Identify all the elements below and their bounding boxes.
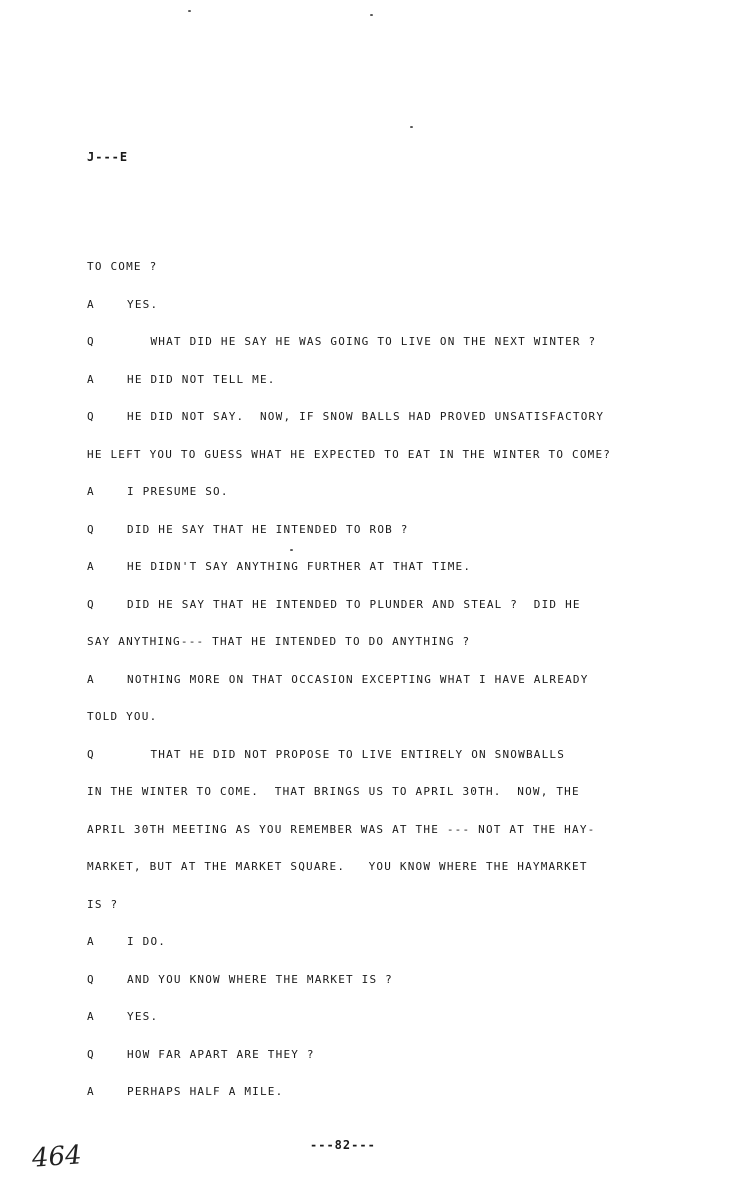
line-text: TO COME ? [87, 260, 158, 273]
transcript-line [87, 448, 611, 462]
transcript-line [87, 710, 157, 724]
transcript-line [87, 523, 409, 537]
transcript-line [87, 860, 588, 874]
speaker-label: A [87, 672, 95, 686]
paper-speck [370, 14, 373, 16]
speaker-label: A [87, 485, 95, 498]
line-text: THAT HE DID NOT PROPOSE TO LIVE ENTIRELY ON SNOWBALLS [127, 747, 566, 761]
line-text: HE DIDN'T SAY ANYTHING FURTHER AT THAT TIME. [127, 560, 472, 573]
line-text: TOLD YOU. [87, 710, 158, 723]
page-header-code: J---E [87, 150, 129, 164]
speaker-label: A [87, 935, 95, 948]
transcript-line [87, 485, 229, 499]
line-text: HOW FAR APART ARE THEY ? [127, 1047, 315, 1061]
speaker-label: Q [87, 335, 95, 348]
line-text: HE LEFT YOU TO GUESS WHAT HE EXPECTED TO EAT IN THE WINTER TO COME? [87, 447, 612, 461]
transcript-line [87, 823, 595, 837]
transcript-line [87, 635, 470, 649]
speaker-label: Q [87, 410, 95, 423]
line-text: IS ? [87, 897, 119, 911]
paper-speck [410, 126, 413, 128]
line-text: PERHAPS HALF A MILE. [127, 1085, 284, 1098]
line-text: I DO. [127, 935, 167, 948]
line-text: NOTHING MORE ON THAT OCCASION EXCEPTING WHAT I HAVE ALREADY [127, 672, 589, 686]
line-text: I PRESUME SO. [127, 485, 229, 498]
speaker-label: A [87, 297, 95, 311]
speaker-label: A [87, 1010, 95, 1023]
transcript-line [87, 1010, 158, 1024]
line-text: YES. [127, 297, 159, 311]
speaker-label: Q [87, 972, 95, 986]
line-text: WHAT DID HE SAY HE WAS GOING TO LIVE ON THE NEXT WINTER ? [127, 335, 597, 348]
line-text: HE DID NOT SAY. NOW, IF SNOW BALLS HAD PROVED UNSATISFACTORY [127, 410, 605, 423]
speaker-label: A [87, 372, 95, 386]
paper-speck [188, 10, 191, 12]
speaker-label: Q [87, 747, 95, 761]
handwritten-page-number: 464 [31, 1140, 83, 1174]
line-text: APRIL 30TH MEETING AS YOU REMEMBER WAS AT THE --- NOT AT THE HAY- [87, 822, 596, 836]
transcript-line [87, 673, 589, 687]
transcript-line [87, 898, 118, 912]
transcript-line [87, 298, 158, 312]
paper-speck [290, 549, 293, 551]
transcript-line [87, 260, 157, 274]
speaker-label: Q [87, 1047, 95, 1061]
transcript-line [87, 973, 393, 987]
transcript-line [87, 785, 580, 799]
speaker-label: Q [87, 597, 95, 611]
line-text: DID HE SAY THAT HE INTENDED TO PLUNDER AND STEAL ? DID HE [127, 597, 581, 611]
transcript-line [87, 1085, 283, 1099]
transcript-line [87, 410, 604, 424]
line-text: MARKET, BUT AT THE MARKET SQUARE. YOU KNOW WHERE THE HAYMARKET [87, 860, 588, 873]
transcript-line [87, 935, 166, 949]
transcript-line [87, 748, 565, 762]
line-text: AND YOU KNOW WHERE THE MARKET IS ? [127, 972, 393, 986]
speaker-label: A [87, 560, 95, 573]
transcript-line [87, 373, 276, 387]
transcript-line [87, 1048, 315, 1062]
speaker-label: Q [87, 522, 95, 536]
line-text: IN THE WINTER TO COME. THAT BRINGS US TO APRIL 30TH. NOW, THE [87, 785, 580, 798]
line-text: SAY ANYTHING--- THAT HE INTENDED TO DO ANYTHING ? [87, 635, 471, 648]
speaker-label: A [87, 1085, 95, 1098]
page-number: ---82--- [310, 1138, 376, 1152]
transcript-line [87, 598, 581, 612]
line-text: YES. [127, 1010, 159, 1023]
line-text: HE DID NOT TELL ME. [127, 372, 276, 386]
transcript-line [87, 560, 471, 574]
line-text: DID HE SAY THAT HE INTENDED TO ROB ? [127, 522, 409, 536]
transcript-line [87, 335, 596, 349]
